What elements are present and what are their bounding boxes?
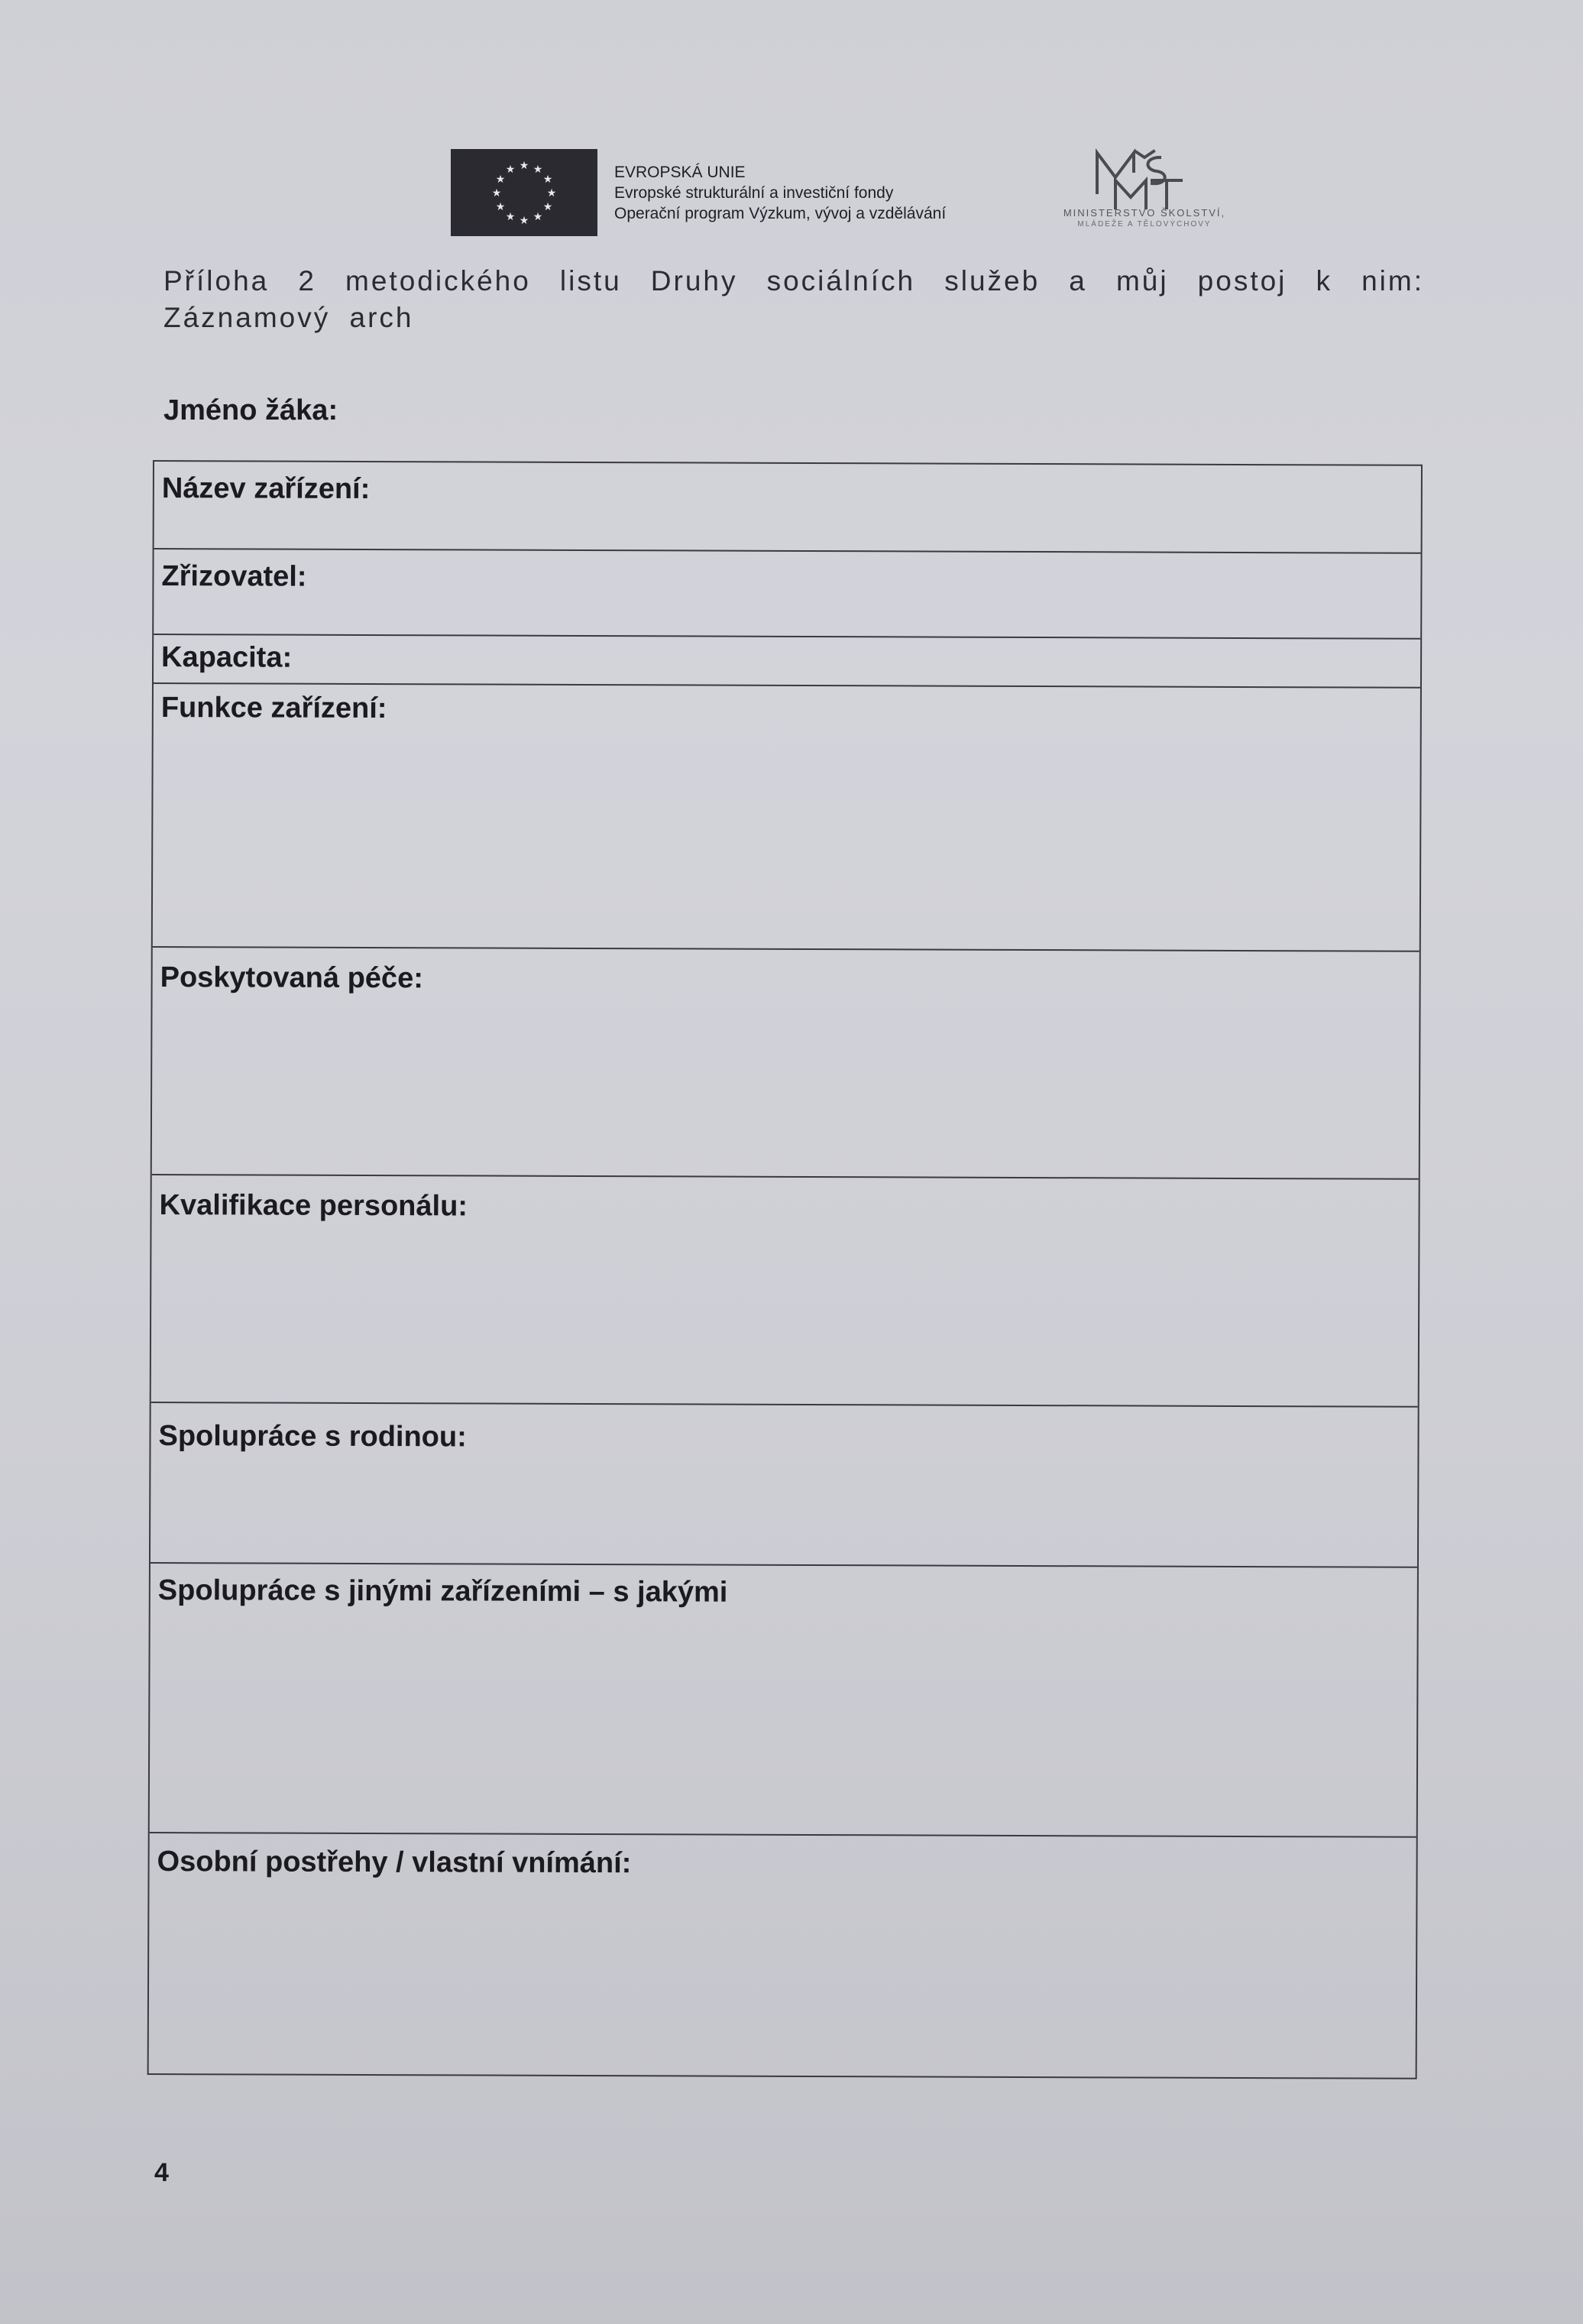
form-row-capacity[interactable] <box>154 634 1420 687</box>
svg-text:★: ★ <box>495 173 506 186</box>
record-form-table <box>147 460 1423 2079</box>
form-label: Zřizovatel: <box>161 560 307 593</box>
form-row-facility-name[interactable] <box>154 462 1421 553</box>
svg-text:★: ★ <box>519 160 529 172</box>
form-label: Název zařízení: <box>161 472 371 505</box>
svg-text:★: ★ <box>519 215 529 227</box>
student-name-label: Jméno žáka: <box>163 394 338 426</box>
svg-text:★: ★ <box>546 187 557 199</box>
svg-text:★: ★ <box>505 211 516 223</box>
page-number: 4 <box>154 2158 169 2187</box>
form-row-facility-function[interactable] <box>153 682 1420 951</box>
eu-flag-icon <box>451 149 597 236</box>
svg-text:★: ★ <box>495 201 506 213</box>
form-label: Osobní postřehy / vlastní vnímání: <box>157 1846 632 1880</box>
eu-line: Operační program Výzkum, vývoj a vzdělávání <box>614 204 947 222</box>
svg-text:★: ★ <box>542 173 553 186</box>
form-row-care-provided[interactable] <box>152 946 1420 1178</box>
form-row-founder[interactable] <box>154 548 1420 638</box>
svg-text:★: ★ <box>533 211 543 223</box>
form-label: Poskytovaná péče: <box>160 961 423 995</box>
svg-text:★: ★ <box>491 187 502 199</box>
form-label: Kvalifikace personálu: <box>159 1189 468 1223</box>
svg-text:★: ★ <box>505 164 516 176</box>
document-title: Příloha 2 metodického listu Druhy sociálních služeb a můj postoj k nim: Záznamový arch <box>163 265 1424 333</box>
eu-text <box>614 162 946 224</box>
form-label: Spolupráce s rodinou: <box>158 1420 467 1454</box>
eu-logo-block <box>451 149 946 236</box>
form-row-other-facilities-cooperation[interactable] <box>150 1562 1417 1836</box>
form-label: Spolupráce s jinými zařízeními – s jakými <box>157 1574 728 1609</box>
eu-line: Evropské strukturální a investiční fondy <box>614 183 894 202</box>
svg-text:★: ★ <box>533 164 543 176</box>
msmt-subtitle: MINISTERSTVO ŠKOLSTVÍ, <box>1063 207 1226 219</box>
form-row-staff-qualification[interactable] <box>151 1174 1419 1406</box>
svg-text:★: ★ <box>542 201 553 213</box>
form-label: Kapacita: <box>161 641 293 674</box>
form-row-personal-observations[interactable] <box>149 1832 1416 2078</box>
form-row-family-cooperation[interactable] <box>151 1402 1418 1567</box>
msmt-subtitle-secondary: MLÁDEŽE A TĚLOVÝCHOVY <box>1077 220 1212 229</box>
form-label: Funkce zařízení: <box>160 692 387 725</box>
eu-line: EVROPSKÁ UNIE <box>614 163 746 181</box>
